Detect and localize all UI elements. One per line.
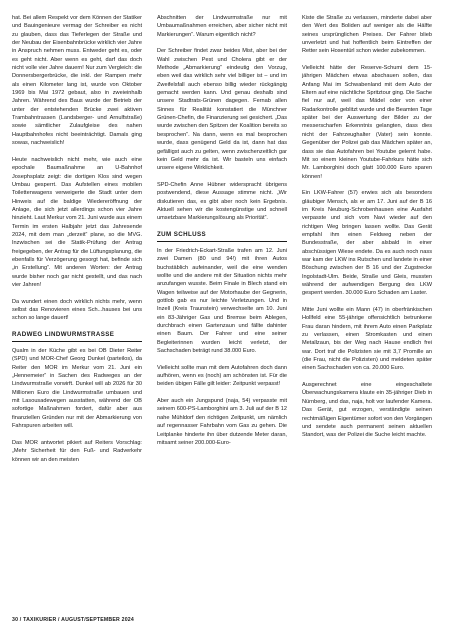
text-column-left	[12, 14, 142, 464]
paragraph: SPD-Chefin Anne Hübner widerspracht übrigens postwendend, diese Aussage stimme nicht. „Wir diskutieren das, es gibt aber noch kein Ergebnis. Aktuell sehen wir die kostengünstige und schnell umsetzbare Markierungslösung als Priorität“.	[157, 181, 287, 222]
paragraph: Heute nachweislich nicht mehr, wie auch eine epochale Baumaßnahme an U-Bahnhof Josephsplatz zeigt: die dortigen Klos sind wegen Umbau gesperrt. Das Aufstellen eines mobilen Toilettenwagens verweigerte die Stadt unter dem Hinweis auf die baldige Wiedereröffnung der Anlage, die sich jetzt allerdings schon vier Jahre hinzieht. Laut Merkur vom 21. Juni wurde aus einem Termin im ersten Halbjahr jetzt das Jahresende 2024, mit dem man „derzeit“ plane, so die MVG. Inzwischen sei die Statik-Prüfung der Antrag freigegeben, der Antrag für die Lüftungsplanung, die ebenfalls für Verzögerung gesorgt hat, befinde sich „in Erstellung“. Mit anderen Worten: der Antrag wurde bisher noch gar nicht gestellt, und das nach vier Jahren!	[12, 156, 142, 288]
paragraph: Qualm in der Küche gibt es bei OB Dieter Reiter (SPD) und MOR-Chef Georg Dunkel (parteilos), da Reiter den MOR im Merkur vom 21. Juni ein „Hennemeier“ in Sachen des Radweges an der Lindwurmstraße vorwirft. Dunkel will ab 2026 für 30 Millionen Euro die Lindwurmstraße umbauen und mit Lasousadewegen ausstatten, während der OB sofortige Maßnahmen fordert, dafür aber aus finanziellen Gründen nur mit der Abmarkierung von Fahrspuren arbeiten will.	[12, 348, 142, 430]
paragraph: In der Friedrich-Eckart-Straße trafen am 12. Juni zwei Damen (80 und 94!) mit ihren Autos buchstäblich aufeinander, weil die eine wenden wollte und die andere mit der Situation nichts mehr anzufangen wusste. Beim Finale in Blech stand ein Wagen teilweise auf der Motorhaube der Gegnerin, gottlob gab es nur leichte Verletzungen. Und in Inzell (Kreis Traunstein) verwechselte am 10. Juni ein 83-Jähriger Gas und Bremse beim Ablegen, durchbrach einen Gartenzaun und fällte dahinter einen Baum. Der Fahrer und eine seiner Begleiterinnen wurden leicht verletzt, der Sachschaden beträgt rund 38.000 Euro.	[157, 247, 287, 355]
paragraph: Da wundert einen doch wirklich nichts mehr, wenn selbst das Renovieren eines Sch...hauses bei uns schon so lange dauert!	[12, 298, 142, 322]
page-footer: 30 / TAXIKURIER / AUGUST/SEPTEMBER 2024	[12, 617, 134, 623]
section-heading-zum-schluss: ZUM SCHLUSS	[157, 231, 287, 242]
paragraph: Mitte Juni wollte ein Mann (47) in oberfränkischen Hollfeld eine 55-jährige offensichtlich betrunkene Frau daran hindern, mit ihrem Auto einen Parkplatz zu verlassen, einen Stromkasten und einen Metallzaun, bis der Weg nach Hause endlich frei war. Dort traf die Polizisten sie mit 3,7 Promille an (die Frau, nicht die Polizisten) und meldeten später einen Sachschaden von ca. 20.000 Euro.	[302, 307, 432, 372]
paragraph: Abschnitten der Lindwurmstraße nur mit Umbaumaßnahmen erreichen, aber sicher nicht mit Markierungen“. Warum eigentlich nicht?	[157, 15, 287, 38]
paragraph: Aber auch ein Jungspund (naja, 54) verpasste mit seinem 600-PS-Lamborghini am 3. Juli auf der B 12 nahe Mühldorf den richtigen Zeitpunkt, um nämlich auf regennasser Fahrbahn vom Gas zu gehen. Die Leitplanke hinderte ihn über dutzende Meter daran, mitsamt seiner 200.000-Euro-	[157, 398, 287, 446]
paragraph: Ein LKW-Fahrer (57) erwies sich als besonders gläubiger Mensch, als er am 17. Juni auf der B 16 im Kreis Neuburg-Schrobenhausen eine Ausfahrt verpasste und sich vom Navi wieder auf den richtigen Weg bringen lassen wollte. Das Gerät empfahl ihm einen Feldweg neben der Bundesstraße, der aber alsbald in einer abschüssigen Wiese endete. Da es auch noch nass war kam der LKW ins Rutschen und landete in einer Böschung zwischen der B 16 und der Zugstrecke Ingolstadt-Ulm. Beide, Straße und Gleis, mussten während der aufwendigen Bergung des LKW gesperrt werden. 30.000 Euro Schaden am Laster.	[302, 190, 432, 297]
section-heading-radweg: RADWEG LINDWURMSTRASSE	[12, 331, 142, 342]
paragraph: Vielleicht hätte der Reserve-Schumi dem 15-jährigen Mädchen etwas abschauen sollen, das Anfang Mai im Schwabenland mit dem Auto der Eltern auf eine nächtliche Spritztour ging. Die Sache fiel nur auf, weil das Mädel oder von einer Radarkontrolle geblitzt wurde und die Beamten Tage später bei der Auswertung der Bilder zu der messerscharfen Erkenntnis gelangten, dass dies nicht der Fahrzeughalter (Vater) sein konnte. Gegenüber der Polizei gab das Mädchen später an, dass sie das Autofahren bei Youtube gelernt habe. Mit so einem kleinen Youtube-Fahrkurs hätte sich Mr. Lamborghini doch glatt 100.000 Euro sparen können!	[302, 65, 432, 180]
paragraph: Das MOR antwortet pikiert auf Reiters Vorschlag: „Mehr Sicherheit für den Fuß- und Radverkehr können wir an den meisten	[12, 439, 142, 463]
text-column-middle	[157, 14, 287, 447]
text-column-right	[302, 14, 432, 440]
paragraph: Kiste die Straße zu verlassen, minderte dabei aber den Wert des Boliden auf weniger als die Hälfte seines ursprünglichen Preises. Der Fahrer blieb unverletzt und hat hoffentlich beim Eintreffen der Retter sein Hosentürl schon wieder zubekommen.	[302, 15, 432, 55]
paragraph: Der Schreiber findet zwar beides Mist, aber bei der Wahl zwischen Pest und Cholera gibt er der Methode „Abmarkierung“ eindeutig den Vorzug, eben weil das wirklich sehr viel billiger ist – und im Zweifelsfall auch ebenso billig wieder rückgängig gemacht werden kann. Und genau deshalb sind unsere Stadtrats-Grünen dagegen. Fernab allen Sinnes für Realität konstatiert die Münchner Grünen-Chefin, die Finanzierung sei gesichert. „Das wurde zwischen den Spitzen der Koalition bereits so besprochen“. Na dann, wenn es mal besprochen wurde, dass genügend Geld da ist, dann hat das gefälligst auch zu gelten, wenn zwischenzeitlich gar kein Geld mehr da ist. Wir basteln uns einfach unsere eigene Wirklichkeit.	[157, 48, 287, 172]
paragraph: Vielleicht sollte man mit dem Autofahren doch dann aufhören, wenn es (noch) am schönsten ist. Für die beiden übigen Fälle gilt leider: Zeitpunkt verpasst!	[157, 364, 287, 388]
paragraph: Ausgerechnet eine eingeschaltete Überwachungskamera klaute ein 35-jähriger Dieb in Nürnberg, und das, naja, holt vor laufender Kamera. Das Gerät, gut erzogen, verständigte seinen rechtmäßigen Eigentümer sofort von den Vorgängen und sendete auch permanent seinen aktuellen Standort, was der Polizei die Suche leicht machte.	[302, 382, 432, 439]
paragraph: hat. Bei allem Respekt vor dem Können der Statiker und Bauingenieure vermag der Schreiber es nicht zu glauben, dass das Tieferlegen der Straße und der Neubau der Eisenbahnbrücke wirklich vier Jahre in Anspruch nehmen muss. Entweder geht es, oder es geht nicht. Aber wenn es geht, darf das doch nicht volle vier Jahre dauern! Nur zum Vergleich: die Donnersbergerbrücke, die inkl. der Rampen mehr als einen Kilometer lang ist, wurde von Oktober 1969 bis Mai 1972 gebaut, also in zweieinhalb Jahren. Während des Baus wurde der Betrieb der unter der entstehenden Brücke zwei aktiven Trambahntrassen (Landsberger- und Arnulfstraße) sowie sämtlicher Zulaufgleise des nahen Hauptbahnhofes nicht beeinträchtigt. Damals ging sowas, nachweislich!	[12, 15, 142, 147]
